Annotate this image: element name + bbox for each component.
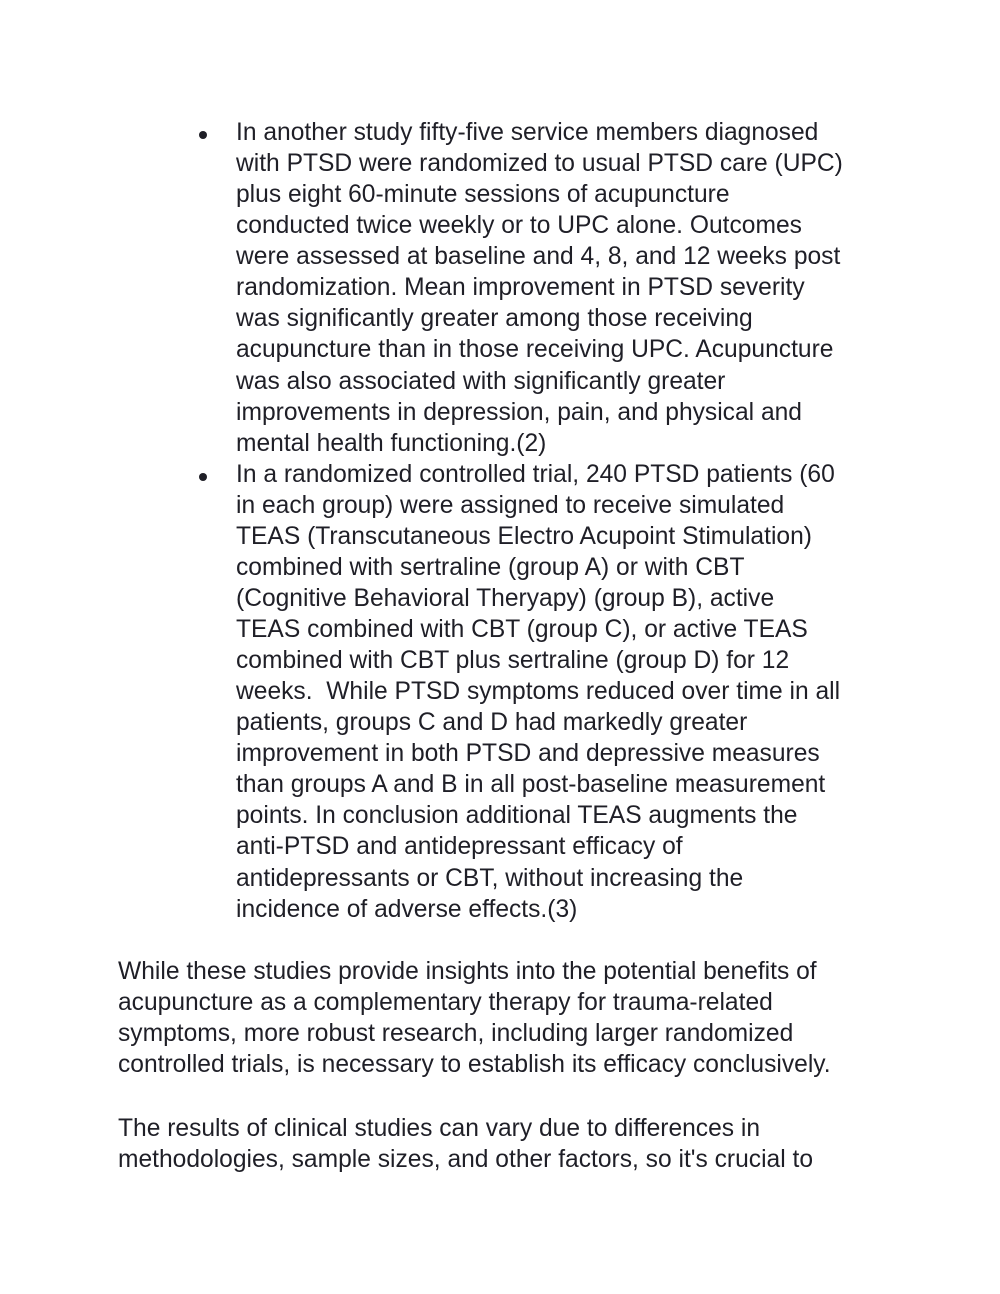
text-line: was significantly greater among those receiving [236,305,753,333]
bullet-dot-icon [199,473,207,481]
text-line: acupuncture as a complementary therapy for trauma-related [118,989,773,1017]
paragraph-results-vary [118,1113,918,1175]
text-line: TEAS (Transcutaneous Electro Acupoint Stimulation) [236,522,812,550]
text-line: In a randomized controlled trial, 240 PTSD patients (60 [236,460,835,488]
text-line: anti-PTSD and antidepressant efficacy of [236,833,683,861]
text-line: TEAS combined with CBT (group C), or active TEAS [236,616,808,643]
text-line: mental health functioning.(2) [236,429,547,457]
text-line: in each group) were assigned to receive simulated [236,491,785,519]
text-line: In another study fifty-five service members diagnosed [236,119,819,146]
text-line: While these studies provide insights into the potential benefits of [118,958,817,985]
text-line: incidence of adverse effects.(3) [236,895,578,923]
text-line: with PTSD were randomized to usual PTSD care (UPC) [236,150,843,178]
text-line: improvement in both PTSD and depressive measures [236,740,820,768]
text-line: conducted twice weekly or to UPC alone. Outcomes [236,212,802,240]
text-line: controlled trials, is necessary to establish its efficacy conclusively. [118,1051,831,1079]
text-line: acupuncture than in those receiving UPC. Acupuncture [236,336,834,364]
text-line: points. In conclusion additional TEAS augments the [236,802,798,830]
text-line: patients, groups C and D had markedly greater [236,709,748,737]
text-line: plus eight 60-minute sessions of acupuncture [236,181,730,209]
text-line: were assessed at baseline and 4, 8, and 12 weeks post [236,243,841,271]
text-line: The results of clinical studies can vary due to differences in [118,1115,761,1142]
bullet-list [236,117,916,925]
text-line: methodologies, sample sizes, and other factors, so it's crucial to [118,1146,814,1174]
text-line: combined with CBT plus sertraline (group D) for 12 [236,647,790,675]
text-line: weeks. While PTSD symptoms reduced over time in all [236,678,841,706]
text-line: randomization. Mean improvement in PTSD severity [236,274,805,302]
text-line: antidepressants or CBT, without increasing the [236,864,744,892]
text-line: symptoms, more robust research, including larger randomized [118,1020,794,1048]
text-line: was also associated with significantly greater [236,367,726,395]
bullet-item-study-3 [236,459,916,925]
text-line: combined with sertraline (group A) or with CBT [236,553,745,581]
bullet-item-study-2 [236,117,916,459]
bullet-dot-icon [199,131,207,139]
paragraph-research-caveat [118,956,918,1080]
text-line: than groups A and B in all post-baseline measurement [236,771,826,799]
text-line: improvements in depression, pain, and physical and [236,398,802,426]
text-line: (Cognitive Behavioral Theryapy) (group B), active [236,584,775,612]
